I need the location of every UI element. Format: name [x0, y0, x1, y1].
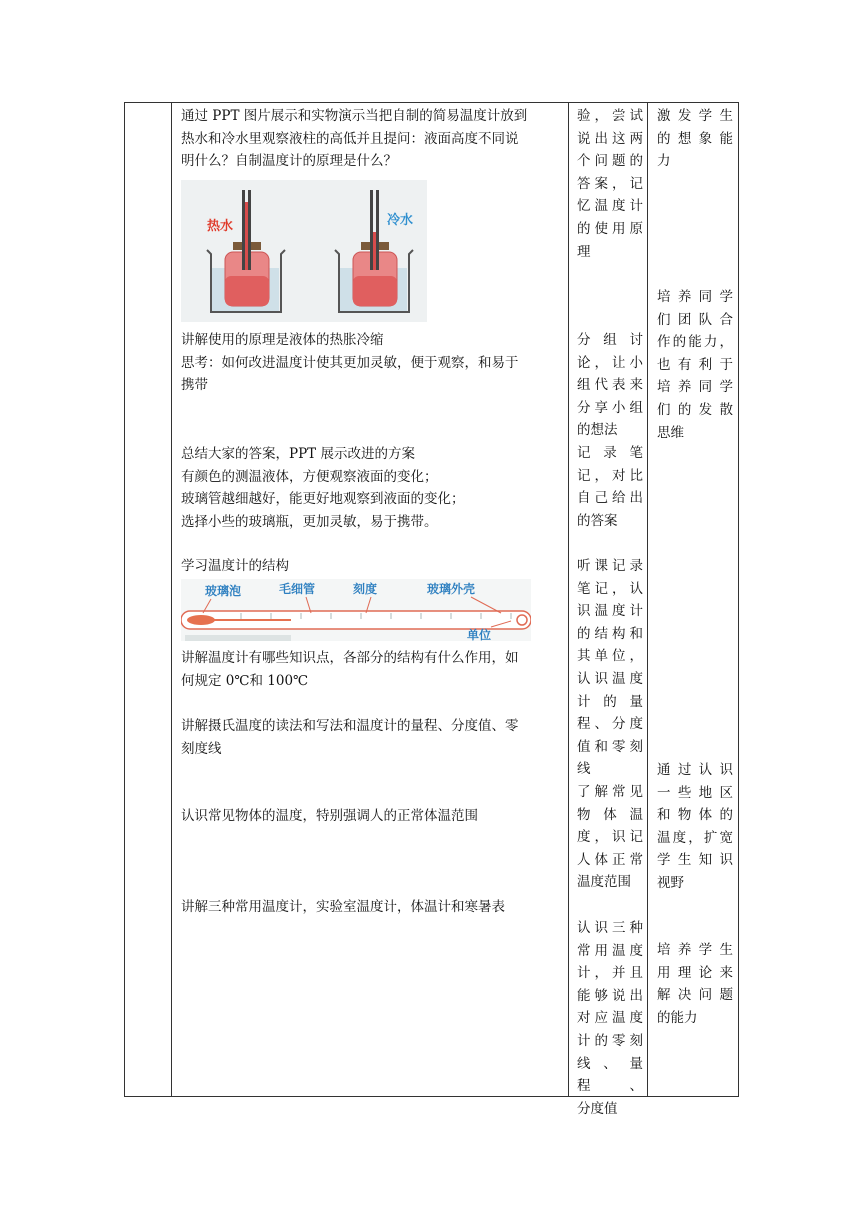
text-line: 的答案 [577, 512, 618, 529]
text-line: 讲解三种常用温度计，实验室温度计，体温计和寒暑表 [181, 899, 505, 915]
text-line: 总结大家的答案，PPT 展示改进的方案 [181, 446, 415, 462]
text-line: 的使用原 [577, 220, 643, 237]
text-line: 学习温度计的结构 [181, 558, 289, 574]
text-line: 的 想 象 能 [657, 130, 733, 147]
text-line: 分度值 [577, 1100, 618, 1117]
text-line: 计的零刻 [577, 1032, 643, 1049]
text-line: 通 过 认 识 [657, 762, 733, 778]
text-line: 个问题的 [577, 153, 643, 170]
text-line: 玻璃管越细越好，能更好地观察到液面的变化； [181, 491, 465, 508]
text-line: 的结构和 [577, 625, 643, 642]
text-line: 组代表来 [577, 377, 643, 394]
text-line: 分享小组 [577, 399, 643, 416]
text-line: 们 的 发 散 [657, 401, 733, 418]
text-line: 有颜色的测温液体，方便观察液面的变化； [181, 468, 438, 485]
beaker-illustration [181, 180, 427, 322]
text-line: 能够说出 [577, 987, 643, 1004]
text-line: 温度范围 [577, 874, 631, 891]
text-line: 度，识记 [577, 829, 643, 846]
text-line: 分 组 讨 [577, 332, 643, 348]
text-line: 的能力 [657, 1009, 698, 1026]
knowledge-text [181, 647, 565, 692]
three-types-text [181, 896, 565, 919]
text-line: 讲解摄氏温度的读法和写法和温度计的量程、分度值、零 [181, 718, 519, 734]
student-activity-2 [577, 329, 643, 532]
unit-label: 单位 [467, 628, 492, 641]
text-line: 常用温度 [577, 942, 643, 959]
student-activity-4 [577, 917, 643, 1120]
text-line: 说出这两 [577, 130, 643, 147]
text-line: 培 养 同 学 [657, 379, 733, 396]
text-line: 讲解使用的原理是液体的热胀冷缩 [181, 332, 384, 348]
text-line: 识温度计 [577, 603, 643, 620]
text-line: 人体正常 [577, 851, 643, 868]
text-line: 认识温度 [577, 670, 643, 687]
text-line: 忆温度计 [577, 198, 643, 215]
text-line: 明什么？自制温度计的原理是什么？ [181, 153, 397, 170]
text-line: 培 养 同 学 [657, 289, 733, 305]
scale-label: 刻度 [353, 582, 378, 596]
text-line: 们 团 队 合 [657, 311, 733, 328]
capillary-label: 毛细管 [279, 582, 316, 596]
shell-label: 玻璃外壳 [427, 582, 476, 596]
text-line: 刻度线 [181, 740, 222, 757]
text-line: 学 生 知 识 [657, 852, 733, 869]
thermometer-structure-illustration [181, 579, 531, 641]
summary-text [181, 443, 565, 533]
text-line: 温度，扩宽 [657, 829, 733, 846]
column-divider [568, 103, 569, 1096]
text-line: 论，让小 [577, 354, 643, 371]
text-line: 思维 [657, 424, 684, 441]
text-line: 了解常见 [577, 783, 643, 800]
text-line: 计 的 量 [577, 693, 643, 710]
text-line: 其单位， [577, 648, 643, 665]
text-line: 认识常见物体的温度，特别强调人的正常体温范围 [181, 808, 478, 824]
cold-water-beaker [335, 190, 413, 312]
text-line: 认识三种 [577, 920, 643, 936]
text-line: 线、量程、 [577, 1055, 643, 1095]
text-line: 的想法 [577, 422, 618, 439]
text-line: 讲解温度计有哪些知识点，各部分的结构有什么作用，如 [181, 650, 519, 666]
text-line: 线 [577, 761, 591, 778]
text-line: 理 [577, 243, 591, 260]
text-line: 和 物 体 的 [657, 807, 733, 824]
structure-title [181, 555, 565, 578]
principle-text [181, 329, 565, 397]
intro-text [181, 105, 565, 173]
text-line: 激 发 学 生 [657, 108, 733, 124]
text-line: 也 有 利 于 [657, 356, 733, 373]
text-line: 培 养 学 生 [657, 942, 733, 958]
text-line: 笔记，认 [577, 580, 643, 597]
text-line: 值和零刻 [577, 738, 643, 755]
hot-water-beaker [207, 190, 285, 312]
text-line: 物 体 温 [577, 806, 643, 823]
student-activity-1 [577, 105, 643, 263]
design-intent-4 [657, 939, 733, 1029]
text-line: 程、分度 [577, 716, 643, 733]
lesson-table [124, 102, 739, 1117]
text-line: 计，并且 [577, 965, 643, 982]
text-line: 视野 [657, 874, 684, 891]
celsius-text [181, 715, 565, 760]
column-divider [171, 103, 172, 1096]
text-line: 对应温度 [577, 1010, 643, 1027]
column-divider [647, 103, 648, 1096]
text-line: 验，尝试 [577, 108, 643, 124]
text-line: 解 决 问 题 [657, 987, 733, 1004]
cold-water-label: 冷水 [387, 213, 414, 228]
text-line: 听课记录 [577, 558, 643, 574]
text-line: 力 [657, 153, 671, 170]
text-line: 记 录 笔 [577, 444, 643, 461]
design-intent-2 [657, 286, 733, 444]
text-line: 答案，记 [577, 175, 643, 192]
design-intent-1 [657, 105, 733, 173]
text-line: 作的能力， [657, 334, 733, 351]
bulb-label: 玻璃泡 [205, 584, 242, 598]
text-line: 自己给出 [577, 490, 643, 507]
text-line: 思考：如何改进温度计使其更加灵敏，便于观察，和易于 [181, 354, 519, 371]
hot-water-label: 热水 [207, 219, 234, 234]
text-line: 何规定 0℃和 100℃ [181, 672, 309, 689]
text-line: 热水和冷水里观察液柱的高低并且提问：液面高度不同说 [181, 130, 519, 147]
design-intent-3 [657, 759, 733, 895]
student-activity-3 [577, 555, 643, 894]
text-line: 携带 [181, 377, 208, 394]
text-line: 用 理 论 来 [657, 964, 733, 981]
text-line: 通过 PPT 图片展示和实物演示当把自制的简易温度计放到 [181, 108, 528, 124]
text-line: 记，对比 [577, 467, 643, 484]
text-line: 一 些 地 区 [657, 784, 733, 801]
common-temps-text [181, 805, 565, 828]
text-line: 选择小些的玻璃瓶，更加灵敏，易于携带。 [181, 513, 438, 530]
